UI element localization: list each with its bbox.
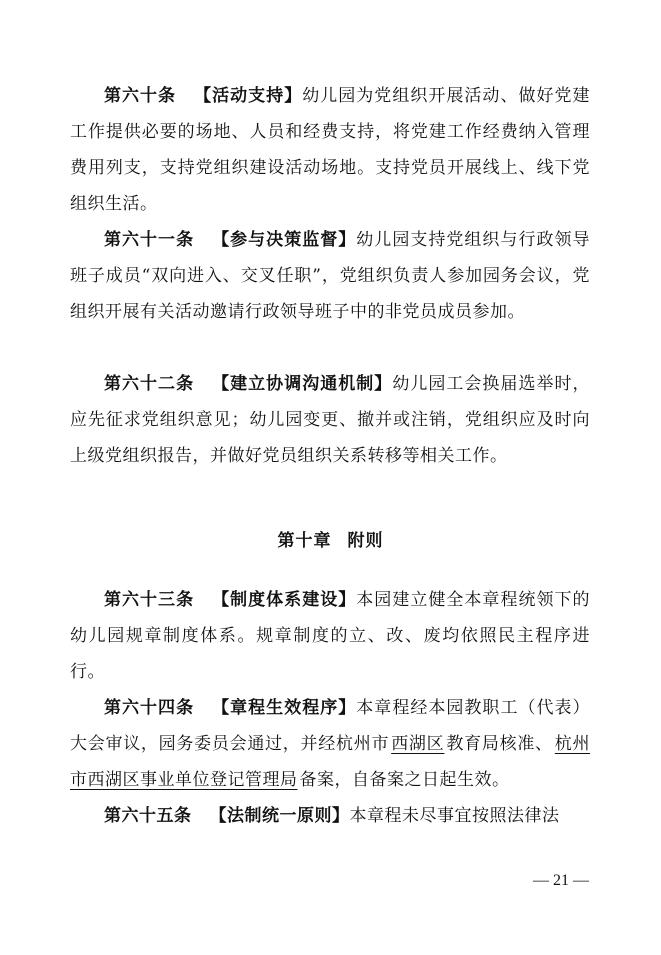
article-text: 幼儿园工会换届选举时，应先征求党组织意见；幼儿园变更、撤并或注销，党组织应及时向上级党组织报告，并做好党员组织关系转移等相关工作。 [70, 374, 591, 466]
article-title: 【参与决策监督】 [212, 230, 357, 250]
article-60 [70, 78, 590, 222]
chapter-number: 第十章 [277, 531, 332, 551]
article-63 [70, 582, 590, 690]
article-title: 【法制统一原则】 [209, 806, 350, 826]
article-number: 第六十条 [104, 86, 177, 106]
article-text: 幼儿园为党组织开展活动、做好党建工作提供必要的场地、人员和经费支持，将党建工作经费纳入管理费用列支，支持党组织建设活动场地。支持党员开展线上、线下党组织生活。 [70, 86, 591, 214]
chapter-name: 附则 [347, 531, 384, 551]
article-title: 【建立协调沟通机制】 [212, 374, 393, 394]
article-text: 教育局核准、 [446, 734, 553, 754]
article-number: 第六十二条 [104, 374, 195, 394]
article-text: 备案，自备案之日起生效。 [299, 770, 510, 790]
underlined-district: 西湖区 [391, 734, 445, 754]
article-61 [70, 222, 590, 330]
article-title: 【章程生效程序】 [212, 698, 357, 718]
article-text: 本章程经本园教职工（代表）大会审议，园务委员会通过，并经杭州市 [70, 698, 591, 754]
underlined-registry: 杭州市西湖区事业单位登记管理局 [70, 734, 591, 790]
chapter-heading [0, 526, 661, 551]
article-text: 本章程未尽事宜按照法律法 [349, 806, 560, 826]
article-text: 幼儿园支持党组织与行政领导班子成员“双向进入、交叉任职”，党组织负责人参加园务会议，党组织开展有关活动邀请行政领导班子中的非党员成员参加。 [70, 230, 591, 322]
article-number: 第六十五条 [104, 806, 192, 826]
article-number: 第六十一条 [104, 230, 195, 250]
article-64 [70, 690, 590, 798]
article-65 [70, 798, 590, 834]
article-number: 第六十三条 [104, 590, 195, 610]
article-title: 【制度体系建设】 [212, 590, 357, 610]
article-number: 第六十四条 [104, 698, 195, 718]
article-title: 【活动支持】 [194, 86, 303, 106]
article-text: 本园建立健全本章程统领下的幼儿园规章制度体系。规章制度的立、改、废均依照民主程序进行。 [70, 590, 591, 682]
article-62 [70, 366, 590, 474]
page-number: — 21 — [533, 872, 589, 889]
